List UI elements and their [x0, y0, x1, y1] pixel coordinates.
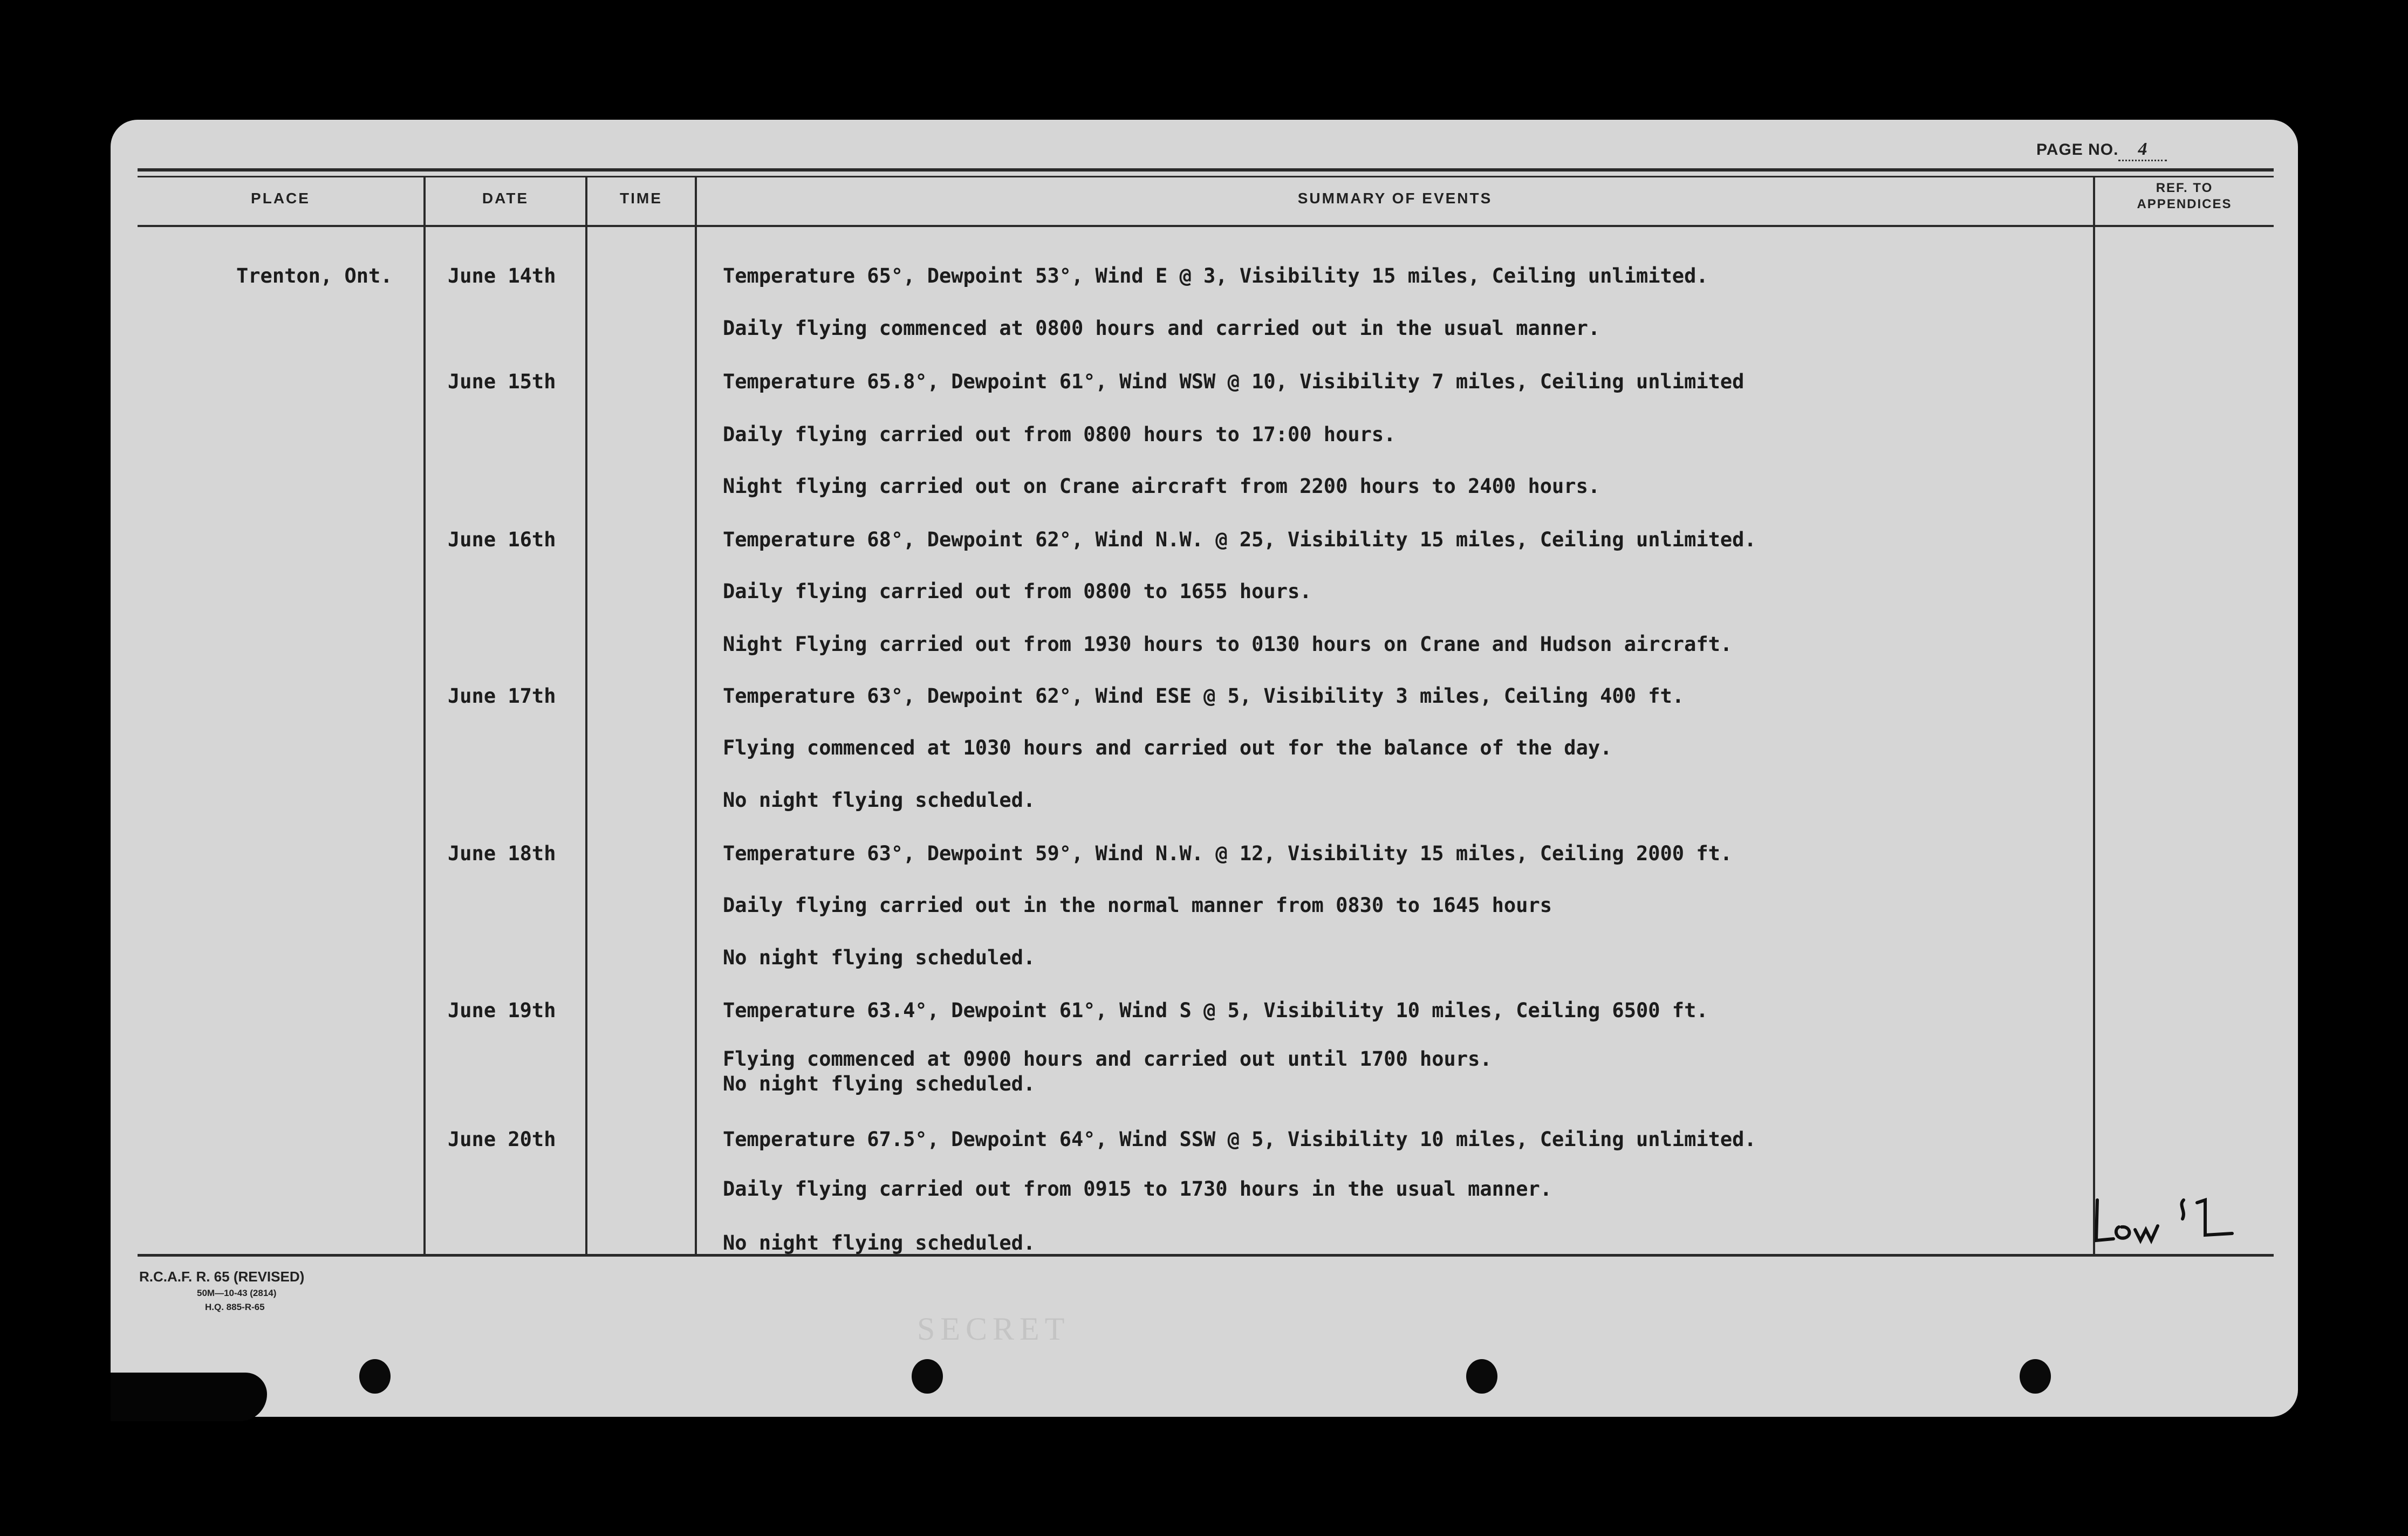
date-entry: June 14th [448, 264, 556, 287]
summary-line: No night flying scheduled. [723, 788, 1036, 812]
summary-line: Flying commenced at 0900 hours and carried out until 1700 hours. [723, 1047, 1492, 1071]
summary-line: Daily flying carried out in the normal manner from 0830 to 1645 hours [723, 894, 1552, 917]
form-id-line1: R.C.A.F. R. 65 (REVISED) [139, 1268, 305, 1285]
summary-line: No night flying scheduled. [723, 946, 1036, 969]
form-id-line2: 50M—10-43 (2814) [197, 1288, 277, 1298]
summary-line: Temperature 65.8°, Dewpoint 61°, Wind WSW @ 10, Visibility 7 miles, Ceiling unlimited [723, 370, 1745, 393]
header-place: PLACE [251, 190, 310, 207]
header-ref-line1: REF. TO [2156, 181, 2213, 195]
header-ref-appendices [2095, 180, 2274, 212]
date-entry: June 19th [448, 999, 556, 1022]
page-number [2036, 139, 2167, 161]
summary-line: Flying commenced at 1030 hours and carried out for the balance of the day. [723, 736, 1612, 759]
header-time: TIME [620, 190, 662, 207]
summary-line: Temperature 63°, Dewpoint 59°, Wind N.W. @ 12, Visibility 15 miles, Ceiling 2000 ft. [723, 842, 1733, 865]
page-number-value: 4 [2118, 139, 2167, 161]
punch-hole [359, 1359, 391, 1394]
date-entry: June 17th [448, 684, 556, 708]
summary-line: Night flying carried out on Crane aircraft from 2200 hours to 2400 hours. [723, 475, 1600, 498]
summary-line: Temperature 68°, Dewpoint 62°, Wind N.W. @ 25, Visibility 15 miles, Ceiling unlimited. [723, 528, 1756, 551]
signature-initials [2092, 1189, 2243, 1249]
header-date: DATE [482, 190, 529, 207]
date-entry: June 20th [448, 1128, 556, 1151]
faint-stamp: SECRET [917, 1311, 1070, 1347]
date-entry: June 15th [448, 370, 556, 393]
summary-line: Temperature 63°, Dewpoint 62°, Wind ESE @ 5, Visibility 3 miles, Ceiling 400 ft. [723, 684, 1685, 708]
header-ref-line2: APPENDICES [2137, 197, 2232, 211]
header-rule [138, 225, 2274, 227]
punch-hole [912, 1359, 943, 1394]
header-summary: SUMMARY OF EVENTS [1297, 190, 1493, 207]
summary-line: No night flying scheduled. [723, 1231, 1036, 1254]
summary-line: Daily flying carried out from 0800 to 1655 hours. [723, 580, 1312, 603]
summary-line: No night flying scheduled. [723, 1072, 1036, 1095]
form-id-line3: H.Q. 885-R-65 [205, 1302, 265, 1312]
summary-line: Temperature 63.4°, Dewpoint 61°, Wind S @ 5, Visibility 10 miles, Ceiling 6500 ft. [723, 999, 1708, 1022]
summary-line: Night Flying carried out from 1930 hours to 0130 hours on Crane and Hudson aircraft. [723, 633, 1733, 656]
summary-line: Temperature 65°, Dewpoint 53°, Wind E @ 3, Visibility 15 miles, Ceiling unlimited. [723, 264, 1708, 287]
date-entry: June 16th [448, 528, 556, 551]
punch-hole [2020, 1359, 2051, 1394]
summary-line: Daily flying commenced at 0800 hours and carried out in the usual manner. [723, 317, 1600, 340]
scan-smudge [111, 1373, 267, 1421]
summary-line: Temperature 67.5°, Dewpoint 64°, Wind SSW @ 5, Visibility 10 miles, Ceiling unlimited. [723, 1128, 1756, 1151]
record-sheet [111, 120, 2298, 1417]
col-divider-summary-ref [2093, 176, 2095, 1254]
summary-line: Daily flying carried out from 0915 to 1730 hours in the usual manner. [723, 1177, 1552, 1201]
page-number-label: PAGE NO. [2036, 141, 2119, 159]
bottom-rule [138, 1254, 2274, 1257]
date-entry: June 18th [448, 842, 556, 865]
punch-hole [1466, 1359, 1497, 1394]
place-entry: Trenton, Ont. [236, 264, 393, 287]
top-rule-thin [138, 176, 2274, 177]
col-divider-time-summary [695, 176, 697, 1254]
col-divider-date-time [585, 176, 587, 1254]
summary-line: Daily flying carried out from 0800 hours to 17:00 hours. [723, 423, 1396, 446]
col-divider-place-date [423, 176, 426, 1254]
top-rule [138, 168, 2274, 172]
